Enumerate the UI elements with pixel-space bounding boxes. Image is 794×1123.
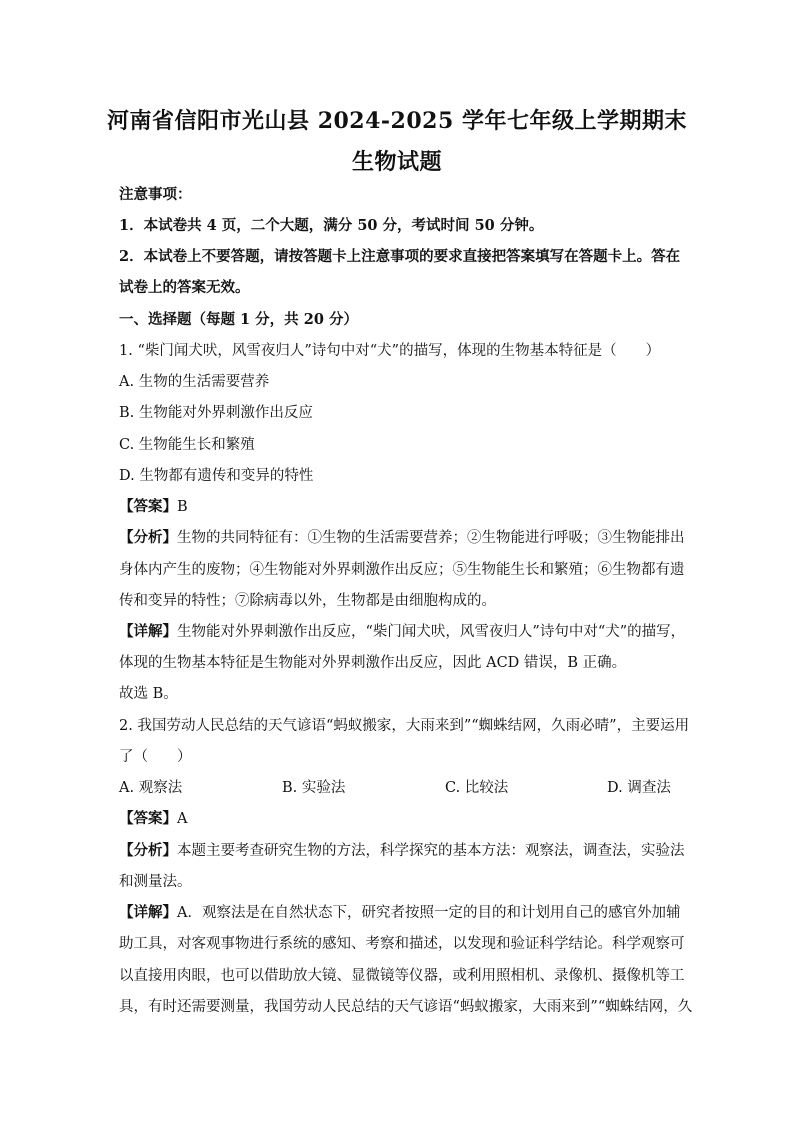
analysis-tag: 【分析】: [119, 842, 177, 859]
question-2-detail-line3: 以直接用肉眼，也可以借助放大镜、显微镜等仪器，或利用照相机、录像机、摄像机等工: [119, 968, 685, 984]
question-2-option-a: A. 观察法: [119, 780, 183, 796]
question-1-option-d: D. 生物都有遗传和变异的特性: [119, 468, 314, 484]
answer-value: B: [177, 499, 188, 515]
question-2-stem-line1: 2. 我国劳动人民总结的天气谚语“蚂蚁搬家，大雨来到”“蜘蛛结网，久雨必晴”，主要运用: [119, 718, 690, 734]
document-title-line1: 河南省信阳市光山县 2024-2025 学年七年级上学期期末: [107, 108, 687, 134]
question-2-detail-line4: 具，有时还需要测量，我国劳动人民总结的天气谚语“蚂蚁搬家，大雨来到”“蜘蛛结网，久: [119, 999, 693, 1015]
question-2-answer: [119, 809, 679, 829]
notice-heading: 注意事项：: [119, 186, 192, 203]
answer-tag: 【答案】: [119, 498, 177, 515]
question-2-detail-line1: [119, 903, 679, 923]
analysis-text: 生物的共同特征有：①生物的生活需要营养；②生物能进行呼吸；③生物能排出: [177, 530, 685, 546]
question-1-option-a: A. 生物的生活需要营养: [119, 374, 270, 390]
question-1-analysis-line3: 传和变异的特性；⑦除病毒以外，生物都是由细胞构成的。: [119, 593, 496, 609]
question-2-detail-line2: 助工具，对客观事物进行系统的感知、考察和描述，以发现和验证科学结论。科学观察可: [119, 936, 685, 952]
question-1-stem: 1. “柴门闻犬吠，风雪夜归人”诗句中对“犬”的描写，体现的生物基本特征是（ ）: [119, 343, 661, 359]
detail-tag: 【详解】: [119, 904, 177, 921]
detail-text: 生物能对外界刺激作出反应，“柴门闻犬吠，风雪夜归人”诗句中对“犬”的描写，: [177, 624, 686, 640]
analysis-tag: 【分析】: [119, 529, 177, 546]
question-1-detail-line1: [119, 622, 686, 642]
question-2-option-c: C. 比较法: [445, 780, 509, 796]
detail-text: A．观察法是在自然状态下，研究者按照一定的目的和计划用自己的感官外加辅: [177, 905, 681, 921]
question-1-option-c: C. 生物能生长和繁殖: [119, 437, 255, 453]
question-1-conclusion: 故选 B。: [119, 686, 178, 702]
section-heading-choice: 一、选择题（每题 1 分，共 20 分）: [119, 311, 358, 328]
question-2-analysis-line2: 和测量法。: [119, 874, 192, 890]
question-2-analysis-line1: [119, 841, 685, 861]
detail-tag: 【详解】: [119, 623, 177, 640]
question-1-analysis-line2: 身体内产生的废物；④生物能对外界刺激作出反应；⑤生物能生长和繁殖；⑥生物都有遗: [119, 562, 685, 578]
notice-item-2-line2: 试卷上的答案无效。: [119, 279, 250, 296]
question-1-detail-line2: 体现的生物基本特征是生物能对外界刺激作出反应，因此 ACD 错误，B 正确。: [119, 655, 627, 671]
question-2-option-b: B. 实验法: [282, 780, 346, 796]
notice-item-2-line1: 2．本试卷上不要答题，请按答题卡上注意事项的要求直接把答案填写在答题卡上。答在: [119, 248, 681, 265]
document-title-line2: 生物试题: [351, 149, 442, 175]
question-1-answer: [119, 497, 679, 517]
question-2-option-d: D. 调查法: [607, 780, 671, 796]
question-1-option-b: B. 生物能对外界刺激作出反应: [119, 405, 313, 421]
answer-tag: 【答案】: [119, 810, 177, 827]
question-2-stem-line2: 了（ ）: [119, 749, 192, 765]
answer-value: A: [177, 811, 188, 827]
analysis-text: 本题主要考查研究生物的方法，科学探究的基本方法：观察法，调查法，实验法: [177, 843, 685, 859]
question-1-analysis-line1: [119, 528, 685, 548]
notice-item-1: 1．本试卷共 4 页，二个大题，满分 50 分，考试时间 50 分钟。: [119, 217, 544, 234]
